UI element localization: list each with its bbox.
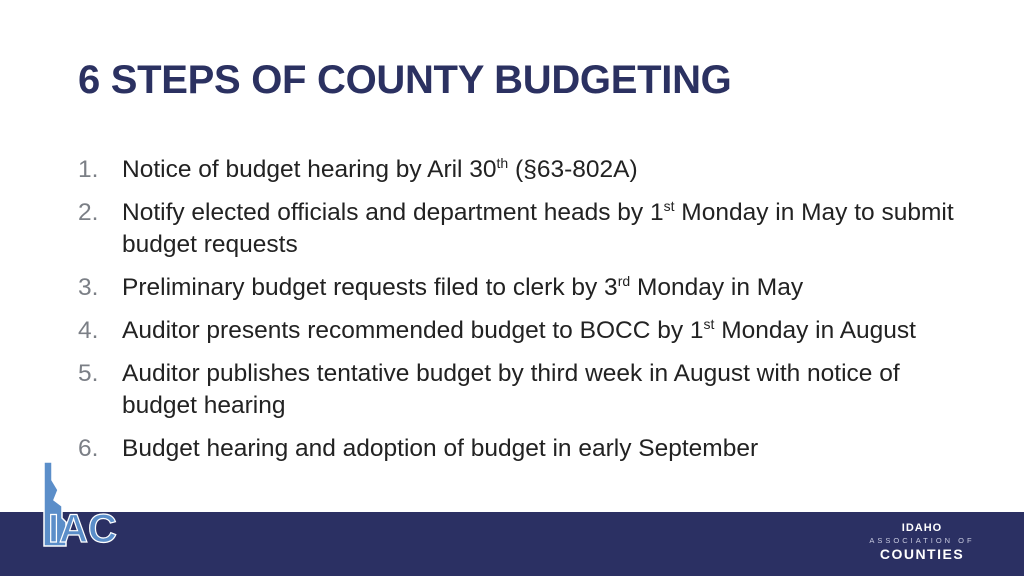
list-item (78, 272, 958, 304)
slide-title: 6 STEPS OF COUNTY BUDGETING (78, 58, 732, 102)
step-number: 2. (78, 199, 99, 226)
ordinal-superscript: st (703, 316, 715, 332)
logo-line-association: ASSOCIATION OF (869, 536, 975, 545)
step-text: Auditor presents recommended budget to BOCC by 1st Monday in August (122, 316, 916, 344)
step-number: 1. (78, 156, 99, 183)
list-item (78, 197, 958, 261)
list-item (78, 433, 958, 465)
idaho-outline-icon (38, 460, 138, 556)
svg-text:IAC: IAC (48, 507, 117, 551)
ordinal-superscript: rd (617, 273, 631, 289)
idaho-association-of-counties-logo (866, 522, 978, 566)
list-item (78, 315, 958, 347)
step-number: 6. (78, 435, 99, 462)
step-text: Notice of budget hearing by Aril 30th (§63-802A) (122, 155, 638, 183)
ordinal-superscript: th (496, 155, 509, 171)
step-text: Budget hearing and adoption of budget in early September (122, 435, 759, 462)
ordinal-superscript: st (663, 198, 675, 214)
step-text: Preliminary budget requests filed to clerk by 3rd Monday in May (122, 273, 804, 301)
step-number: 3. (78, 274, 99, 301)
logo-line-counties: COUNTIES (879, 546, 965, 562)
steps-list (78, 154, 958, 476)
step-number: 5. (78, 360, 99, 387)
step-text: Notify elected officials and department heads by 1st Monday in May to submit budget requests (122, 198, 954, 258)
logo-line-idaho: IDAHO (901, 522, 943, 534)
iac-logo (38, 460, 138, 556)
step-number: 4. (78, 317, 99, 344)
list-item (78, 154, 958, 186)
list-item (78, 358, 958, 422)
step-text: Auditor publishes tentative budget by third week in August with notice of budget hearing (122, 360, 900, 419)
